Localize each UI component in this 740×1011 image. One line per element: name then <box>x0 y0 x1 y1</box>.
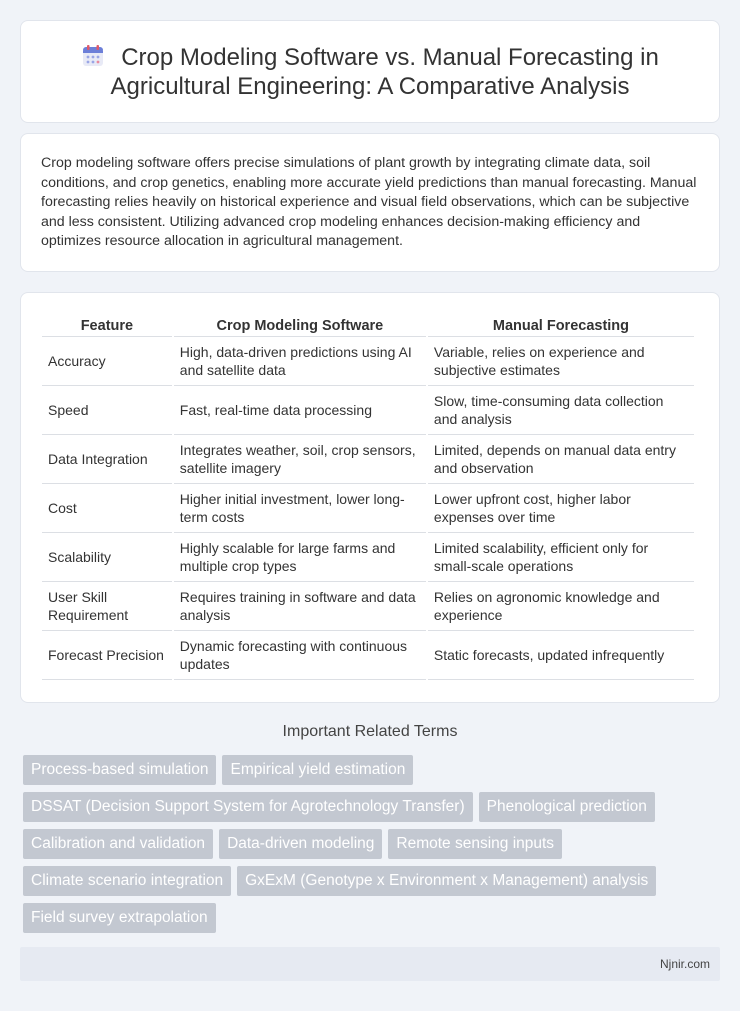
software-cell: Higher initial investment, lower long-term costs <box>174 484 426 533</box>
related-term-tag[interactable]: Phenological prediction <box>479 792 655 822</box>
manual-cell: Static forecasts, updated infrequently <box>428 631 694 680</box>
intro-card <box>20 133 720 272</box>
related-term-tag[interactable]: Calibration and validation <box>23 829 213 859</box>
table-row <box>42 386 694 435</box>
software-cell: Integrates weather, soil, crop sensors, satellite imagery <box>174 435 426 484</box>
table-row <box>42 533 694 582</box>
table-row <box>42 337 694 386</box>
feature-cell: Data Integration <box>42 435 172 484</box>
comparison-table <box>40 311 696 680</box>
software-cell: Dynamic forecasting with continuous updates <box>174 631 426 680</box>
feature-cell: Cost <box>42 484 172 533</box>
intro-paragraph: Crop modeling software offers precise simulations of plant growth by integrating climate data, soil conditions, and crop genetics, enabling more accurate yield predictions than manual forecasting. Manual forecasting relies heavily on historical experience and visual field observations, which can be subjective and less consistent. Utilizing advanced crop modeling enhances decision-making efficiency and optimizes resource allocation in agricultural management. <box>41 155 697 249</box>
feature-cell: Speed <box>42 386 172 435</box>
related-term-tag[interactable]: Field survey extrapolation <box>23 903 216 933</box>
software-cell: Requires training in software and data analysis <box>174 582 426 631</box>
table-row <box>42 631 694 680</box>
table-row <box>42 435 694 484</box>
manual-cell: Relies on agronomic knowledge and experience <box>428 582 694 631</box>
related-term-tag[interactable]: Process-based simulation <box>23 755 216 785</box>
software-cell: Highly scalable for large farms and multiple crop types <box>174 533 426 582</box>
related-term-tag[interactable]: Climate scenario integration <box>23 866 231 896</box>
page-title <box>81 44 659 100</box>
feature-cell: User Skill Requirement <box>42 582 172 631</box>
related-term-tag[interactable]: DSSAT (Decision Support System for Agrotechnology Transfer) <box>23 792 473 822</box>
feature-cell: Forecast Precision <box>42 631 172 680</box>
feature-cell: Accuracy <box>42 337 172 386</box>
manual-cell: Slow, time-consuming data collection and analysis <box>428 386 694 435</box>
page-title-text: Crop Modeling Software vs. Manual Forecasting in Agricultural Engineering: A Comparative Analysis <box>110 43 659 100</box>
related-terms-list <box>23 755 713 933</box>
footer-site-link[interactable]: Njnir.com <box>659 957 710 971</box>
software-cell: Fast, real-time data processing <box>174 386 426 435</box>
manual-cell: Variable, relies on experience and subjective estimates <box>428 337 694 386</box>
table-row <box>42 484 694 533</box>
related-term-tag[interactable]: Data-driven modeling <box>219 829 382 859</box>
related-terms-heading: Important Related Terms <box>282 723 458 740</box>
related-term-tag[interactable]: Remote sensing inputs <box>388 829 562 859</box>
feature-cell: Scalability <box>42 533 172 582</box>
manual-cell: Lower upfront cost, higher labor expenses over time <box>428 484 694 533</box>
related-term-tag[interactable]: GxExM (Genotype x Environment x Management) analysis <box>237 866 656 896</box>
comparison-table-card <box>20 292 720 703</box>
footer <box>20 947 720 981</box>
calendar-icon <box>81 44 105 68</box>
header-manual-forecasting: Manual Forecasting <box>428 311 694 337</box>
manual-cell: Limited, depends on manual data entry and observation <box>428 435 694 484</box>
related-term-tag[interactable]: Empirical yield estimation <box>222 755 413 785</box>
header-crop-modeling-software: Crop Modeling Software <box>174 311 426 337</box>
table-row <box>42 582 694 631</box>
manual-cell: Limited scalability, efficient only for small-scale operations <box>428 533 694 582</box>
title-card <box>20 20 720 123</box>
software-cell: High, data-driven predictions using AI and satellite data <box>174 337 426 386</box>
header-feature: Feature <box>42 311 172 337</box>
table-header-row <box>42 311 694 337</box>
